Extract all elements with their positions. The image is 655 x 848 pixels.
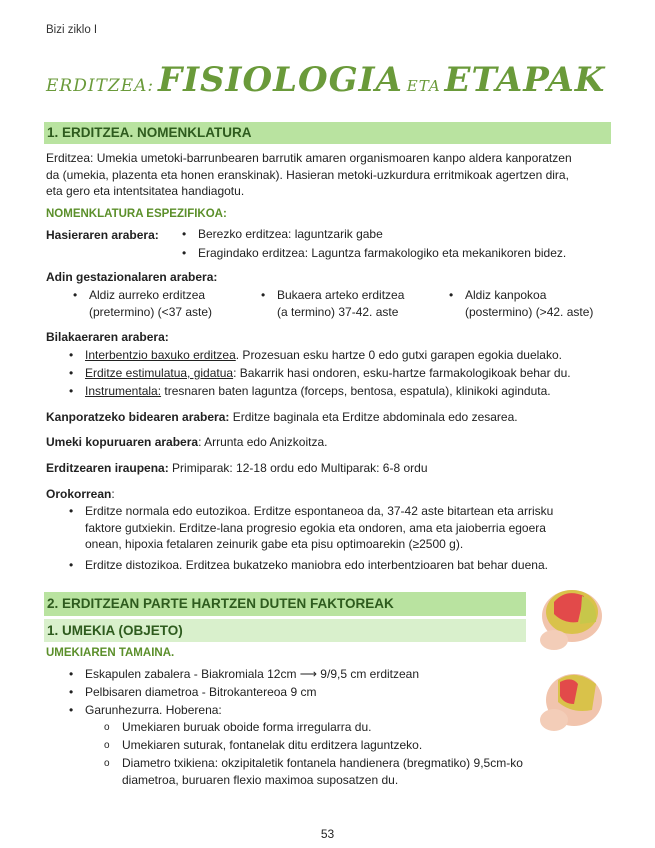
- list-item: • Aldiz kanpokoa (postermino) (>42. aste): [465, 287, 593, 320]
- iraupena-line: Erditzearen iraupena: Primiparak: 12-18 ordu edo Multiparak: 6-8 ordu: [46, 461, 428, 475]
- section1-heading: 1. ERDITZEA. NOMENKLATURA: [44, 122, 611, 144]
- section2-subheading: 1. UMEKIA (OBJETO): [44, 619, 526, 642]
- page-title: [46, 60, 626, 110]
- orokorrean-label: Orokorrean:: [46, 487, 115, 501]
- page-header: Bizi ziklo I: [46, 24, 98, 36]
- list-item: • Erditze distozikoa. Erditzea bukatzeko maniobra edo interbentzioaren bat behar duena.: [85, 557, 548, 574]
- list-item: • Erditze normala edo eutozikoa. Erditze espontaneoa da, 37-42 aste bitartean eta arrisku faktore gutxiekin. Erditze-lana progresio egokia eta ondoren, ama eta jaioberria egoera onean, hipoxia fetalaren zeinurik gabe eta pisu optimoarekin (≥2500 g).: [85, 503, 605, 553]
- list-item: • Pelbisaren diametroa - Bitrokantereoa 9 cm: [85, 684, 316, 701]
- fetal-head-illustration-top: [532, 582, 604, 654]
- title-part4: ETAPAK: [444, 60, 606, 100]
- umeki-kopuru-line: Umeki kopuruaren arabera: Arrunta edo Anizkoitza.: [46, 435, 328, 449]
- title-part2: FISIOLOGIA: [157, 60, 403, 100]
- fetus-size-heading: UMEKIAREN TAMAINA.: [46, 647, 175, 659]
- kanporatze-line: Kanporatzeko bidearen arabera: Erditze baginala eta Erditze abdominala edo zesarea.: [46, 410, 518, 424]
- intro-paragraph: Erditzea: Umekia umetoki-barrunbearen barrutik amaren organismoaren kanpo aldera kanporatzen da (umekia, plazenta eta honen eranskinak). Hasieran metoki-uzkurdura erritmikoak agertzen dira, eta gero eta intentsitatea handiagotu.: [46, 151, 572, 198]
- title-part3: ETA: [406, 77, 441, 95]
- list-item: • Berezko erditzea: laguntzarik gabe: [198, 226, 383, 243]
- list-item: • Garunhezurra. Hoberena:: [85, 702, 222, 719]
- list-item: • Aldiz aurreko erditzea (pretermino) (<37 aste): [89, 287, 212, 320]
- specific-nomenclature-heading: NOMENKLATURA ESPEZIFIKOA:: [46, 208, 227, 220]
- list-item: • Interbentzio baxuko erditzea. Prozesuan esku hartze 0 edo gutxi garapen egokia duelako.: [85, 347, 562, 364]
- adin-label: Adin gestazionalaren arabera:: [46, 270, 218, 284]
- list-item: • Eskapulen zabalera - Biakromiala 12cm ⟶ 9/9,5 cm erditzean: [85, 666, 419, 683]
- page-number: 53: [320, 827, 335, 841]
- sub-list-item: o Umekiaren buruak oboide forma irregularra du.: [122, 719, 371, 736]
- section2-heading: 2. ERDITZEAN PARTE HARTZEN DUTEN FAKTOREAK: [44, 592, 526, 616]
- list-item: • Eragindako erditzea: Laguntza farmakologiko eta mekanikoren bidez.: [198, 245, 566, 262]
- list-item: • Instrumentala: tresnaren baten laguntza (forceps, bentosa, espatula), klinikoki aginduta.: [85, 383, 551, 400]
- sub-list-item: o Diametro txikiena: okzipitaletik fontanela handienera (bregmatiko) 9,5cm-ko diametroa, buruaren flexio maximoa suposatzen du.: [122, 755, 572, 788]
- sub-list-item: o Umekiaren suturak, fontanelak ditu erditzera laguntzeko.: [122, 737, 422, 754]
- list-item: • Erditze estimulatua, gidatua: Bakarrik hasi ondoren, esku-hartze farmakologikoak behar du.: [85, 365, 571, 382]
- list-item: • Bukaera arteko erditzea (a termino) 37-42. aste: [277, 287, 404, 320]
- title-part1: ERDITZEA:: [46, 76, 155, 96]
- hasiera-label: Hasieraren arabera:: [46, 228, 159, 242]
- fetal-head-illustration-bottom: [532, 666, 604, 736]
- bilakaera-label: Bilakaeraren arabera:: [46, 330, 169, 344]
